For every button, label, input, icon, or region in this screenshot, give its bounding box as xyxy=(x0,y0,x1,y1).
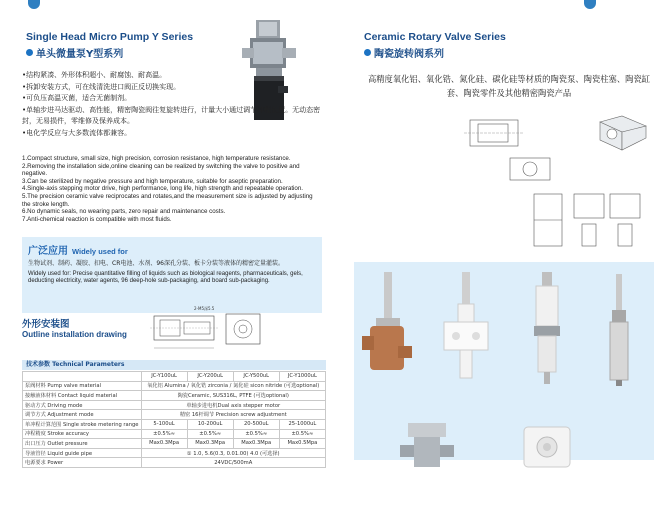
table-cell: 冲程精度 Stroke accuracy xyxy=(23,429,142,439)
table-cell: 精密 16杆调节 Precision screw adjustment xyxy=(141,410,325,420)
valve-title-cn-text: 陶瓷旋转阀系列 xyxy=(374,49,444,60)
vertical-valve-photo xyxy=(514,268,580,388)
ceramic-valve-panel xyxy=(330,14,659,460)
micro-pump-panel xyxy=(0,14,329,467)
pump-title-cn xyxy=(26,45,123,60)
table-row xyxy=(23,391,326,401)
table-row xyxy=(23,458,326,468)
outline-title-cn: 外形安装图 xyxy=(22,319,70,330)
valve-description: 高精度氧化铝、氧化锆、氮化硅、碳化硅等材质的陶瓷泵、陶瓷柱塞、陶瓷缸套、陶瓷零件及其他精密陶瓷产品 xyxy=(367,74,651,98)
pump-features-en xyxy=(22,155,322,223)
bullet-dot-icon xyxy=(26,49,33,56)
table-cell: 陶瓷Ceramic, SUS316L, PTFE (可选optional) xyxy=(141,391,325,401)
feature-cn-1: •结构紧凑、外形体积超小、耐腐蚀、耐高温。 xyxy=(22,71,167,79)
table-cell: 电源要求 Power xyxy=(23,458,142,468)
brand-logo xyxy=(28,0,40,9)
pump-title-cn-text: 单头微量泵Y型系列 xyxy=(36,49,124,60)
table-cell: JC-Y100uL xyxy=(141,372,187,382)
table-cell: 5-100uL xyxy=(141,419,187,429)
bullet-dot-icon xyxy=(364,49,371,56)
copper-valve-photo xyxy=(358,268,424,388)
table-cell: 驱动方式 Driving mode xyxy=(23,400,142,410)
outline-drawing xyxy=(150,302,270,357)
metal-valve-photo xyxy=(586,268,652,388)
valve-title-cn xyxy=(364,45,444,60)
valve-technical-drawing xyxy=(450,114,655,254)
feature-en-3: 3.Can be sterilized by negative pressure and high temperature, suitable for aseptic preparation. xyxy=(22,177,283,185)
usage-title-cn: 广泛应用 xyxy=(28,246,68,257)
logo-mark-icon xyxy=(584,0,596,9)
table-cell: ±0.5%≈ xyxy=(141,429,187,439)
outline-title-en: Outline installation drawing xyxy=(22,330,127,339)
table-cell: 氧化铝 Alumina / 氧化锆 zirconia / 氮化硅 sicon nitride (可选optional) xyxy=(141,381,325,391)
table-cell: 泵阀材料 Pump valve material xyxy=(23,381,142,391)
table-cell: 调节方式 Adjustment mode xyxy=(23,410,142,420)
table-cell: 导液管径 Liquid guide pipe xyxy=(23,448,142,458)
feature-en-1: 1.Compact structure, small size, high precision, corrosion resistance, high temperature resistance. xyxy=(22,155,291,162)
pump-title-en: Single Head Micro Pump Y Series xyxy=(26,31,194,43)
white-ceramic-valve-photo xyxy=(434,268,500,388)
table-cell: Max0.3Mpa xyxy=(141,439,187,449)
table-cell: 24VDC/500mA xyxy=(141,458,325,468)
feature-en-6: 6.No dynamic seals, no wearing parts, zero repair and maintenance costs. xyxy=(22,208,226,216)
table-cell: JC-Y1000uL xyxy=(279,372,325,382)
table-row xyxy=(23,410,326,420)
table-cell: Max0.3Mpa xyxy=(187,439,233,449)
feature-cn-4: •单轴步进马达驱动、高性能，精密陶瓷阀往复旋转进行，计量大小通过调节冲程长度。无动态密封，无易损件，零维修及保养成本。 xyxy=(22,105,321,125)
table-row xyxy=(23,429,326,439)
spec-table xyxy=(22,371,326,468)
feature-en-7: 7.Anti-chemical reaction is compatible with most fluids. xyxy=(22,215,172,223)
valve-photo-strip xyxy=(354,262,654,460)
table-cell: ±0.5%≈ xyxy=(279,429,325,439)
dim-label: 2-M5深5.5 xyxy=(194,306,215,311)
table-cell: 10-200uL xyxy=(187,419,233,429)
feature-en-4: 4.Single-axis stepping motor drive, high performance, long life, high strength and repeatable operation. xyxy=(22,185,304,193)
table-cell xyxy=(23,372,142,382)
table-cell: JC-Y200uL xyxy=(187,372,233,382)
feature-en-2: 2.Removing the installation side,online cleaning can be realized by switching the valve to positive and negative. xyxy=(22,162,300,178)
table-row xyxy=(23,448,326,458)
table-row xyxy=(23,439,326,449)
table-cell: ±0.5%≈ xyxy=(187,429,233,439)
ceramic-cylinder-photo xyxy=(514,392,580,512)
brand-logo-right xyxy=(584,0,596,9)
usage-text-en: Widely used for: Precise quantitative filling of liquids such as biological reagents, pharmaceuticals, gels, deducting electricity, water agents, 96 deep-hole sub-packaging, and board sub-packaging. xyxy=(28,270,303,284)
table-cell: Max0.5Mpa xyxy=(279,439,325,449)
table-cell: 25-1000uL xyxy=(279,419,325,429)
table-cell: 单冲程计算范围 Single stroke metering range xyxy=(23,419,142,429)
table-cell: 接触液体材料 Contact liquid material xyxy=(23,391,142,401)
table-cell: ① 1.0, 5.6(0.3, 0.01.00) 4.0 (可选择) xyxy=(141,448,325,458)
table-row xyxy=(23,400,326,410)
table-row xyxy=(23,381,326,391)
table-cell: ±0.5%≈ xyxy=(233,429,279,439)
feature-cn-5: •电化学反应与大多数流体都兼容。 xyxy=(22,128,132,137)
valve-title-en: Ceramic Rotary Valve Series xyxy=(364,31,506,43)
steel-head-valve-photo xyxy=(394,392,460,512)
table-row xyxy=(23,372,326,382)
top-bar xyxy=(0,0,659,14)
feature-cn-2: •拆卸安装方式，可在线清洗进口阀正反切换实现。 xyxy=(22,82,181,91)
table-row xyxy=(23,419,326,429)
table-cell: 出口压力 Outlet pressure xyxy=(23,439,142,449)
spec-header: 技术参数 Technical Parameters xyxy=(22,360,326,370)
table-cell: Max0.3Mpa xyxy=(233,439,279,449)
feature-cn-3: •可负压高温灭菌，适合无菌制剂。 xyxy=(22,94,132,102)
logo-mark-icon xyxy=(28,0,40,9)
usage-title-en: Widely used for xyxy=(72,247,128,256)
pump-features-cn xyxy=(22,70,321,139)
table-cell: 单轴步进电机Dual axis stepper motor xyxy=(141,400,325,410)
table-cell: JC-Y500uL xyxy=(233,372,279,382)
feature-en-5: 5.The precision ceramic valve reciprocates and rotates,and the measurement size is adjusted by adjusting the stroke length. xyxy=(22,192,313,208)
usage-heading xyxy=(28,242,316,257)
table-cell: 20-500uL xyxy=(233,419,279,429)
usage-text-cn: 生物试剂、制药、凝胶、扣电、CR电池、水剂、96深孔分装、板卡分装等液体的精密定量灌装。 xyxy=(28,260,284,267)
